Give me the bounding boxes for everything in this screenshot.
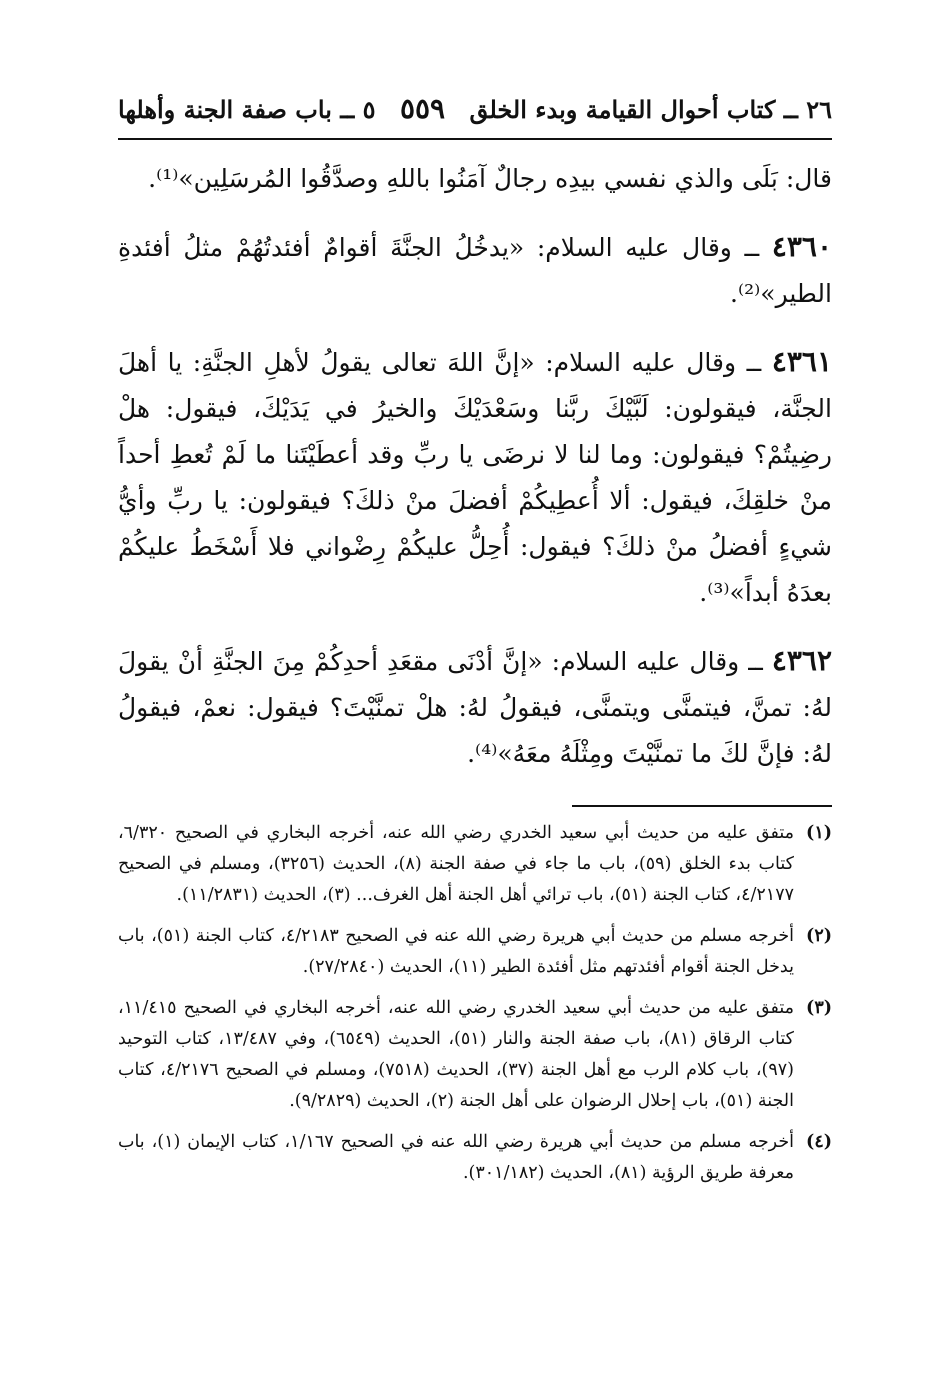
- running-header: [118, 92, 832, 125]
- hadith-number: ٤٣٦٢: [771, 644, 832, 677]
- paragraph-text: قال: بَلَى والذي نفسي بيدِه رجالٌ آمَنُوا باللهِ وصدَّقُوا المُرسَلِين»⁽¹⁾.: [148, 164, 832, 193]
- footnote-number: (٤): [806, 1132, 832, 1152]
- footnote: [118, 921, 832, 983]
- footnote-text: أخرجه مسلم من حديث أبي هريرة رضي الله عنه في الصحيح ١/١٦٧، كتاب الإيمان (١)، باب معرفة طريق الرؤية (٨١)، الحديث (٣٠١/١٨٢).: [118, 1132, 794, 1183]
- footnote-divider: [572, 805, 832, 807]
- header-divider: [118, 138, 832, 140]
- footnote: [118, 993, 832, 1117]
- hadith-number: ٤٣٦١: [771, 345, 832, 378]
- footnote: [118, 1127, 832, 1189]
- header-chapter-title: ٥ ــ باب صفة الجنة وأهلها: [118, 95, 376, 124]
- footnotes: [118, 818, 832, 1199]
- hadith-number: ٤٣٦٠: [771, 230, 832, 263]
- paragraph: [118, 224, 832, 317]
- footnote-text: متفق عليه من حديث أبي سعيد الخدري رضي الله عنه، أخرجه البخاري في الصحيح ٦/٣٢٠، كتاب بدء الخلق (٥٩)، باب ما جاء في صفة الجنة (٨)، الحديث (٣٢٥٦)، ومسلم في الصحيح ٤/٢١٧٧، كتاب الجنة (٥١)، باب ترائي أهل الجنة أهل الغرف... (٣)، الحديث (١١/٢٨٣١).: [118, 823, 794, 905]
- footnote-text: أخرجه مسلم من حديث أبي هريرة رضي الله عنه في الصحيح ٤/٢١٨٣، كتاب الجنة (٥١)، باب يدخل الجنة أقوام أفئدتهم مثل أفئدة الطير (١١)، الحديث (٢٧/٢٨٤٠).: [118, 926, 795, 977]
- footnote-text: متفق عليه من حديث أبي سعيد الخدري رضي الله عنه، أخرجه البخاري في الصحيح ١١/٤١٥، كتاب الرقاق (٨١)، باب صفة الجنة والنار (٥١)، الحديث (٦٥٤٩)، وفي ١٣/٤٨٧، كتاب التوحيد (٩٧)، باب كلام الرب مع أهل الجنة (٣٧)، الحديث (٧٥١٨)، ومسلم في الصحيح ٤/٢١٧٦، كتاب الجنة (٥١)، باب إحلال الرضوان على أهل الجنة (٢)، الحديث (٩/٢٨٢٩).: [118, 998, 794, 1111]
- paragraph-text: ــ وقال عليه السلام: «إنَّ أدْنَى مقعَدِ أحدِكُمْ مِنَ الجنَّةِ أنْ يقولَ لهُ: تمنَّ، فيتمنَّى ويتمنَّى، فيقولُ لهُ: هلْ تمنَّيْتَ؟ فيقول: نعمْ، فيقولُ لهُ: فإنَّ لكَ ما تمنَّيْتَ ومِثْلَهُ معَهُ»⁽⁴⁾.: [118, 647, 832, 768]
- paragraph: [118, 155, 832, 202]
- paragraph-text: ــ وقال عليه السلام: «يدخُلُ الجنَّةَ أقوامٌ أفئدتُهُمْ مثلُ أفئدةِ الطير»⁽²⁾.: [118, 233, 832, 308]
- footnote-number: (٣): [806, 998, 832, 1018]
- paragraph-text: ــ وقال عليه السلام: «إنَّ اللهَ تعالى يقولُ لأهلِ الجنَّةِ: يا أهلَ الجنَّة، فيقولون: لَبَّيْكَ ربَّنا وسَعْدَيْكَ والخيرُ في يَدَيْكَ، فيقول: هلْ رضِيتُمْ؟ فيقولون: وما لنا لا نرضَى يا ربِّ وقد أعطَيْتَنا ما لَمْ تُعطِ أحداً منْ خلقِكَ، فيقول: ألا أُعطِيكُمْ أفضلَ منْ ذلكَ؟ فيقولون: يا ربِّ وأيُّ شيءٍ أفضلُ منْ ذلكَ؟ فيقول: أُحِلُّ عليكُمْ رِضْواني فلا أَسْخَطُ عليكُمْ بعدَهُ أبداً»⁽³⁾.: [118, 348, 832, 607]
- header-book-title: ٢٦ ــ كتاب أحوال القيامة وبدء الخلق: [469, 95, 832, 124]
- page-number: ٥٥٩: [399, 92, 446, 125]
- footnote-number: (٢): [806, 926, 832, 946]
- main-text: [118, 155, 832, 799]
- paragraph: [118, 638, 832, 777]
- paragraph: [118, 339, 832, 616]
- footnote-number: (١): [806, 823, 832, 843]
- footnote: [118, 818, 832, 911]
